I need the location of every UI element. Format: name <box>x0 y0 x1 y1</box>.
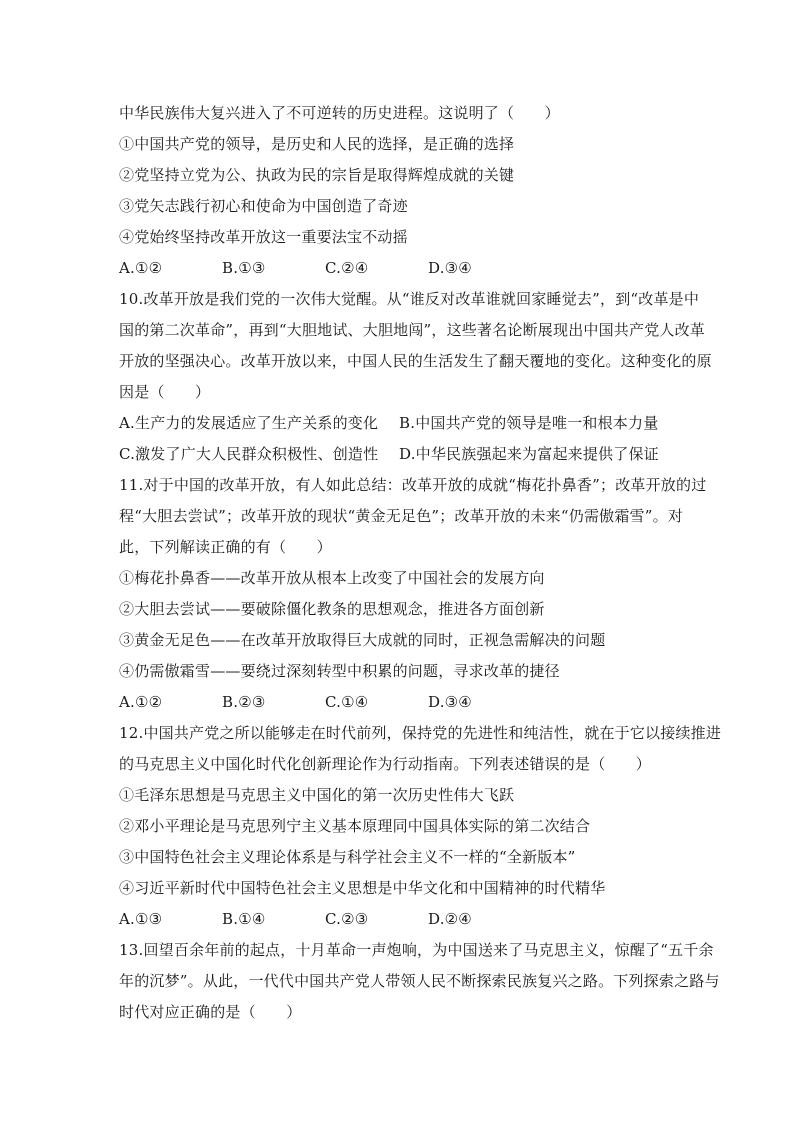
q11-option-c: C.①④ <box>325 693 369 711</box>
q10-option-d: D.中华民族强起来为富起来提供了保证 <box>399 445 659 463</box>
q10-stem-line: 因是（ ） <box>119 383 211 401</box>
q11-option-d: D.③④ <box>428 693 472 711</box>
q11-statement: ④仍需傲霜雪——要绕过深刻转型中积累的问题，寻求改革的捷径 <box>119 662 560 680</box>
q12-stem-line: 12.中国共产党之所以能够走在时代前列，保持党的先进性和纯洁性，就在于它以接续推进 <box>119 724 722 742</box>
q11-options <box>119 687 679 718</box>
q10-stem-line: 国的第二次革命”，再到“大胆地试、大胆地闯”，这些著名论断展现出中国共产党人改革 <box>119 321 706 339</box>
q12-stem-line: 的马克思主义中国化时代化创新理论作为行动指南。下列表述错误的是（ ） <box>119 755 652 773</box>
q11-option-a: A.①② <box>119 693 163 711</box>
q12-option-b: B.①④ <box>222 910 266 928</box>
q10-option-a: A.生产力的发展适应了生产关系的变化 <box>119 414 379 432</box>
q12-option-c: C.②③ <box>325 910 369 928</box>
q9-option-a: A.①② <box>119 259 163 277</box>
question-content <box>119 98 722 1028</box>
q12-statement: ③中国特色社会主义理论体系是与科学社会主义不一样的“全新版本” <box>119 848 576 866</box>
q12-statement: ②邓小平理论是马克思列宁主义基本原理同中国具体实际的第二次结合 <box>119 817 591 835</box>
q12-option-a: A.①③ <box>119 910 163 928</box>
q11-statement: ②大胆去尝试——要破除僵化教条的思想观念，推进各方面创新 <box>119 600 545 618</box>
q10-options-row <box>119 408 679 439</box>
q11-statement: ③黄金无足色——在改革开放取得巨大成就的同时，正视急需解决的问题 <box>119 631 606 649</box>
q12-options <box>119 904 679 935</box>
q11-stem-line: 此，下列解读正确的有（ ） <box>119 538 332 556</box>
q11-option-b: B.②③ <box>222 693 266 711</box>
q13-stem-line: 年的沉梦”。从此，一代代中国共产党人带领人民不断探索民族复兴之路。下列探索之路与 <box>119 972 720 990</box>
q10-options-row <box>119 439 679 470</box>
q9-statement: ①中国共产党的领导，是历史和人民的选择，是正确的选择 <box>119 135 515 153</box>
q9-option-b: B.①③ <box>222 259 266 277</box>
q10-option-b: B.中国共产党的领导是唯一和根本力量 <box>399 414 659 432</box>
q10-option-c: C.激发了广大人民群众积极性、创造性 <box>119 445 379 463</box>
q11-stem-line: 程“大胆去尝试”；改革开放的现状“黄金无足色”；改革开放的未来“仍需傲霜雪”。对 <box>119 507 684 525</box>
q9-statement: ③党矢志践行初心和使命为中国创造了奇迹 <box>119 197 408 215</box>
q9-statement: ②党坚持立党为公、执政为民的宗旨是取得辉煌成就的关键 <box>119 166 515 184</box>
q10-stem-line: 10.改革开放是我们党的一次伟大觉醒。从“谁反对改革谁就回家睡觉去”，到“改革是中 <box>119 290 700 308</box>
q9-stem-line: 中华民族伟大复兴进入了不可逆转的历史进程。这说明了（ ） <box>119 104 560 122</box>
q11-statement: ①梅花扑鼻香——改革开放从根本上改变了中国社会的发展方向 <box>119 569 545 587</box>
q13-stem-line: 13.回望百余年前的起点，十月革命一声炮响，为中国送来了马克思主义，惊醒了“五千余 <box>119 941 714 959</box>
q9-option-d: D.③④ <box>428 259 472 277</box>
q12-statement: ④习近平新时代中国特色社会主义思想是中华文化和中国精神的时代精华 <box>119 879 606 897</box>
q12-statement: ①毛泽东思想是马克思主义中国化的第一次历史性伟大飞跃 <box>119 786 515 804</box>
q9-option-c: C.②④ <box>325 259 369 277</box>
q12-option-d: D.②④ <box>428 910 472 928</box>
q10-stem-line: 开放的坚强决心。改革开放以来，中国人民的生活发生了翻天覆地的变化。这种变化的原 <box>119 352 712 370</box>
q11-stem-line: 11.对于中国的改革开放，有人如此总结：改革开放的成就“梅花扑鼻香”；改革开放的过 <box>119 476 707 494</box>
q9-options <box>119 253 679 284</box>
q13-stem-line: 时代对应正确的是（ ） <box>119 1003 302 1021</box>
q9-statement: ④党始终坚持改革开放这一重要法宝不动摇 <box>119 228 408 246</box>
